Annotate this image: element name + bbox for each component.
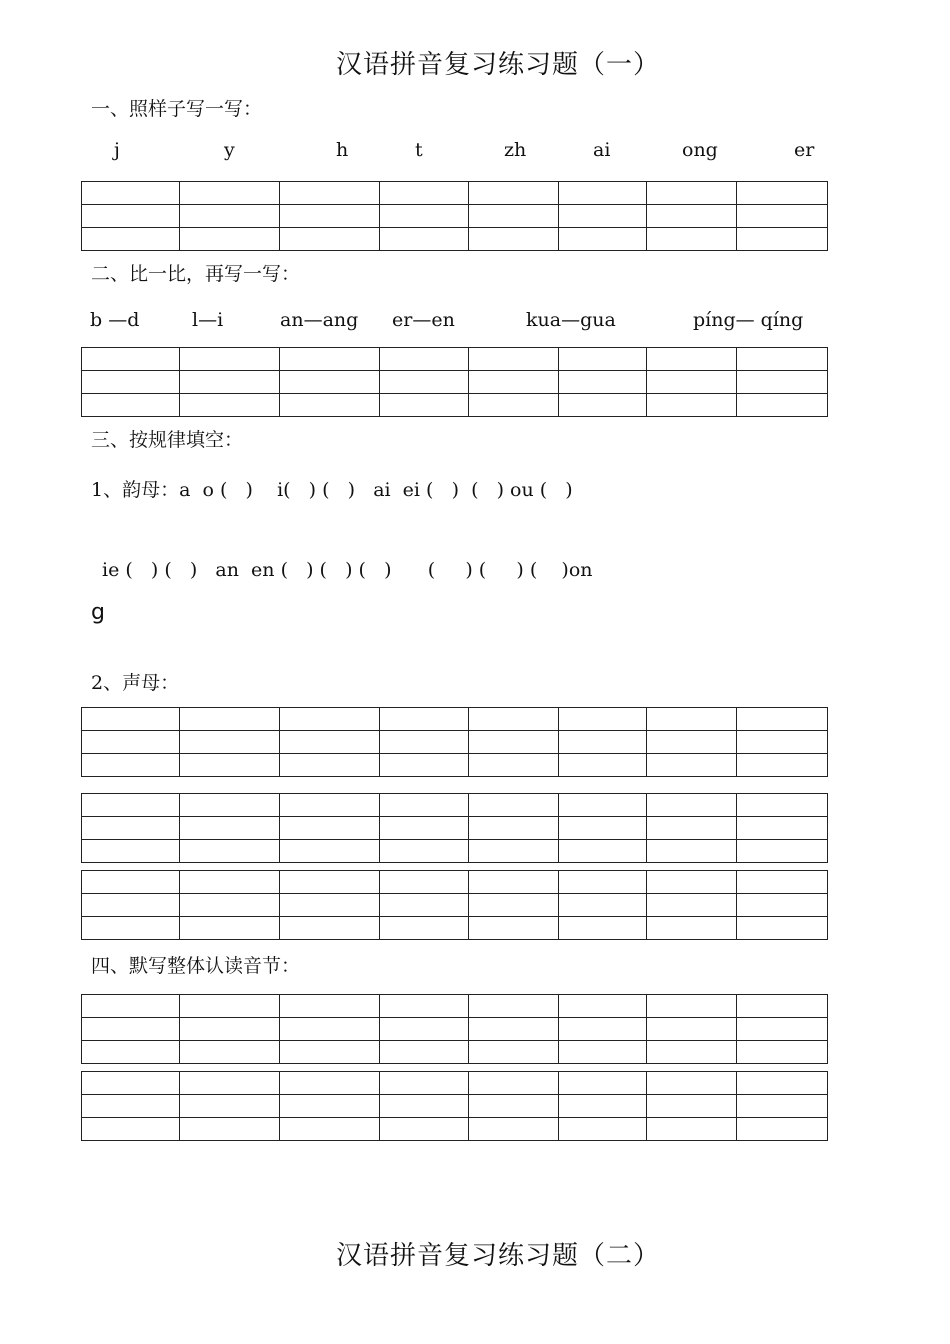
letter-zh: zh xyxy=(504,139,527,161)
section-4-heading: 四、默写整体认读音节： xyxy=(91,955,301,977)
pair-ping-qing: píng— qíng xyxy=(693,309,804,331)
pair-l-i: l—i xyxy=(192,309,224,331)
writing-grid-3[interactable] xyxy=(81,707,828,777)
page-title-2: 汉语拼音复习练习题（二） xyxy=(336,1241,661,1271)
letter-er: er xyxy=(794,139,815,161)
section-2-heading: 二、比一比，再写一写： xyxy=(91,263,301,285)
section-1-heading: 一、照样子写一写： xyxy=(91,98,263,120)
writing-grid-2[interactable] xyxy=(81,347,828,417)
pair-b-d: b —d xyxy=(90,309,140,331)
section-3-heading: 三、按规律填空： xyxy=(91,429,244,451)
pair-an-ang: an—ang xyxy=(280,309,359,331)
writing-grid-6[interactable] xyxy=(81,994,828,1064)
letter-y: y xyxy=(224,139,235,161)
letter-j: j xyxy=(114,139,120,161)
pair-kua-gua: kua—gua xyxy=(526,309,616,331)
page-title: 汉语拼音复习练习题（一） xyxy=(336,50,661,80)
finals-pattern-line-1: 1、韵母：a o ( ) i( ) ( ) ai ei ( ) ( ) ou ( ) xyxy=(91,479,573,501)
finals-pattern-line-2: ie ( ) ( ) an en ( ) ( ) ( ) ( ) ( ) ( )on xyxy=(102,559,593,581)
letter-t: t xyxy=(415,139,423,161)
writing-grid-4[interactable] xyxy=(81,793,828,863)
writing-grid-1[interactable] xyxy=(81,181,828,251)
letter-ai: ai xyxy=(593,139,611,161)
finals-pattern-wrap: g xyxy=(91,600,105,625)
pair-er-en: er—en xyxy=(392,309,455,331)
writing-grid-5[interactable] xyxy=(81,870,828,940)
letter-h: h xyxy=(336,139,349,161)
letter-ong: ong xyxy=(682,139,718,161)
initials-subheading: 2、声母： xyxy=(91,672,180,694)
writing-grid-7[interactable] xyxy=(81,1071,828,1141)
